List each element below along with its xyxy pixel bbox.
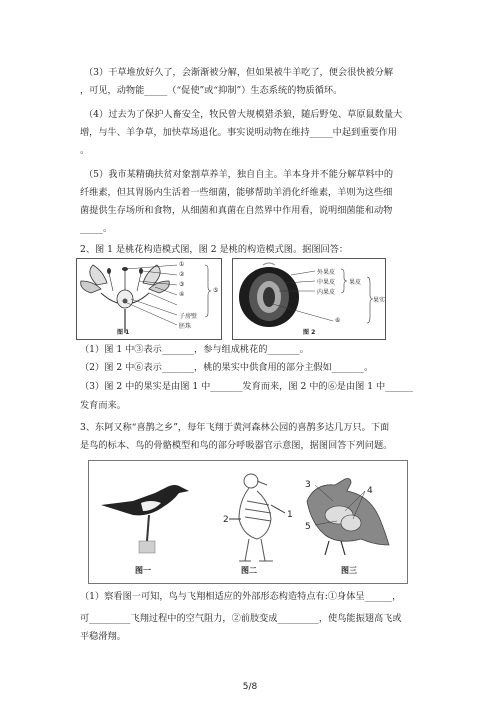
q3-intro-line1: 3、东阿又称“喜鹊之乡”，每年飞翔于黄河森林公园的喜鹊多达几万只。下面	[80, 422, 390, 433]
fig1-label-4: ④	[179, 291, 185, 298]
q2-intro: 2、图 1 是桃花构造模式图，图 2 是桃的构造模式图。据图回答：	[80, 244, 349, 255]
fig1-label-2: ②	[179, 271, 185, 278]
fig1-label-ovule: 胚珠	[179, 323, 192, 330]
figure-peach-flower	[76, 258, 222, 340]
fig2-label-endocarp: 内果皮	[317, 289, 336, 296]
bird-skeleton	[229, 474, 285, 561]
fig2-label-mesocarp: 中果皮	[317, 279, 336, 286]
fig2-label-6: ⑥	[335, 317, 341, 324]
q3-intro-line2: 是鸟的标本、鸟的骨骼模型和鸟的部分呼吸器官示意图，据图回答下列问题。	[80, 440, 393, 451]
figure-bird	[88, 460, 408, 584]
q3-sub1-line3: 平稳滑翔。	[80, 631, 126, 642]
peach-flower-diagram	[77, 259, 221, 339]
fig2-label-exocarp: 外果皮	[317, 269, 336, 276]
q1-5-line3: 菌提供生存场所和食物，从细菌和真菌在自然界中作用看，说明细菌能和动物	[80, 205, 393, 216]
q2-sub2: （2）图 2 中⑥表示_______，桃的果实中供食用的部分主假如_______。	[80, 362, 374, 373]
fig1-label-5: ⑤	[213, 287, 219, 294]
pigeon-respiratory	[307, 479, 389, 556]
fig2-label-pericarp: 果皮	[349, 279, 362, 286]
bird-caption-3: 图三	[341, 566, 357, 575]
respiratory-label-4: 4	[367, 486, 373, 496]
q1-5-line4: _____。	[80, 223, 113, 234]
magpie-specimen	[101, 485, 189, 553]
fig2-label-fruit: 果实	[373, 297, 386, 304]
page-number: 5/8	[242, 682, 258, 692]
skeleton-label-1: 1	[287, 510, 293, 520]
skeleton-label-2: 2	[223, 515, 229, 525]
q2-sub3-line1: （3）图 2 中的果实是由图 1 中_______发育而来，图 2 中的⑥是由图 1 中______	[80, 381, 413, 392]
q3-sub1-line1: （1）察看图一可知，鸟与飞翔相适应的外部形态构造特点有:①身体呈______，	[80, 591, 402, 602]
fig1-label-ovary-wall: 子房壁	[179, 313, 198, 320]
q1-5-line1: （5）我市某精确扶贫对象割草养羊，独自自主。羊本身并不能分解草料中的	[84, 169, 394, 180]
respiratory-label-3: 3	[305, 480, 311, 490]
q2-sub1: （1）图 1 中③表示_______，参与组成桃花的_______。	[80, 344, 309, 355]
q2-sub3-line2: 发育而来。	[80, 400, 126, 411]
q1-4-line1: （4）过去为了保护人畜安全，牧民曾大规模猎杀狼，随后野兔、草原鼠数量大	[84, 109, 403, 120]
fig1-label-3: ③	[179, 281, 185, 288]
fig2-caption: 图 2	[303, 329, 316, 336]
bird-caption-2: 图二	[241, 566, 257, 575]
q1-3-line1: （3）干草堆放好久了，会渐渐被分解，但如果被牛羊吃了，便会很快被分解	[84, 67, 394, 78]
q1-5-line2: 纤维素，但其胃肠内生活着一些细菌，能够帮助羊消化纤维素，羊则为这些细	[80, 187, 393, 198]
q1-4-line3: 。	[80, 145, 90, 156]
q1-4-line2: 增，与牛、羊争草，加快草场退化。事实说明动物在维持_____中起到重要作用	[80, 127, 397, 138]
fig1-label-1: ①	[179, 261, 185, 268]
figure-peach-fruit	[232, 258, 386, 340]
respiratory-label-5: 5	[305, 522, 311, 532]
fig1-caption: 图 1	[117, 329, 130, 336]
q3-sub1-line2: 可_________飞翔过程中的空气阻力，②前肢变成_________，使鸟能振翅高飞或	[80, 613, 402, 624]
q1-3-line2: ，可见，动物能_____（“促使”或“抑制”）生态系统的物质循环。	[80, 85, 343, 96]
bird-caption-1: 图一	[135, 566, 151, 575]
